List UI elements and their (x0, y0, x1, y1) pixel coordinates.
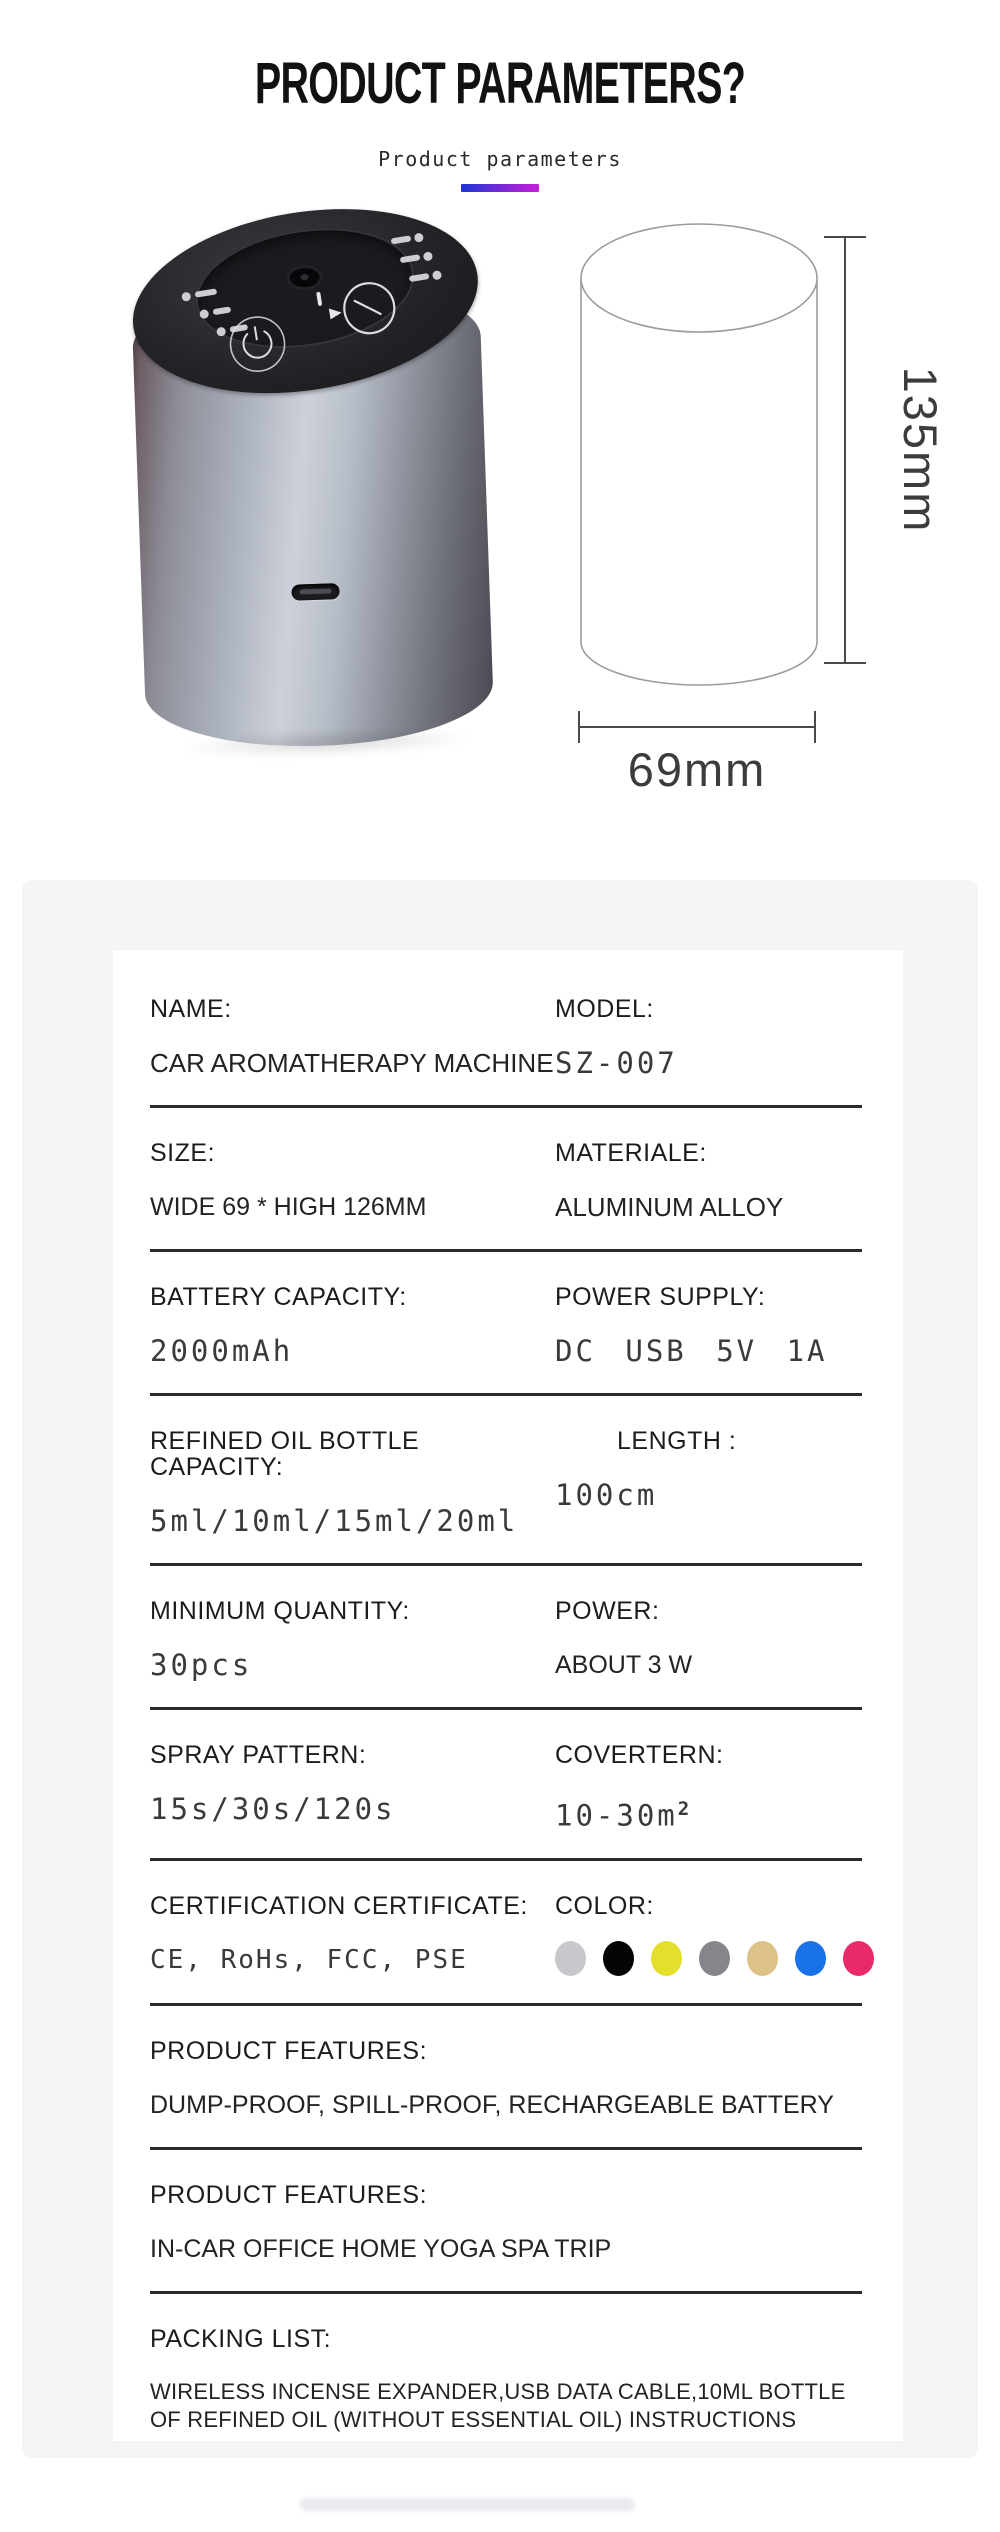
width-label: 69mm (627, 743, 767, 792)
spec-label: SPRAY PATTERN: (150, 1741, 367, 1769)
spec-label: REFINED OIL BOTTLE CAPACITY: (150, 1427, 420, 1481)
timer-icon (341, 280, 398, 337)
dimension-diagram (552, 200, 964, 792)
spec-value: DC USB 5V 1A (555, 1334, 828, 1368)
power-icon (227, 313, 289, 375)
spec-row-name-model (150, 964, 903, 1078)
spec-label: POWER SUPPLY: (555, 1283, 766, 1311)
spec-value: CAR AROMATHERAPY MACHINE (150, 1048, 554, 1078)
spec-row-size-material (150, 1108, 903, 1222)
bottom-shadow-bar (300, 2498, 635, 2511)
product-hero (0, 172, 1000, 880)
spec-value: 2000mAh (150, 1334, 294, 1368)
width-dimension (579, 711, 815, 792)
spec-row-features-2 (150, 2150, 903, 2264)
spec-row-bottle-length (150, 1396, 903, 1536)
spec-row-battery-power (150, 1252, 903, 1366)
pointer-marker (316, 289, 342, 321)
height-label: 135mm (894, 366, 947, 534)
spec-value: SZ-007 (555, 1046, 678, 1080)
spec-value: DUMP-PROOF, SPILL-PROOF, RECHARGEABLE BATTERY (150, 2090, 834, 2119)
spec-value: 5ml/10ml/15ml/20ml (150, 1504, 519, 1538)
spec-label: SIZE: (150, 1139, 216, 1167)
spec-row-spray-coverage (150, 1710, 903, 1831)
header (0, 0, 1000, 172)
spec-label: PACKING LIST: (150, 2324, 332, 2353)
spec-value: $10-30m^2$ (555, 1798, 693, 1833)
spec-label: CERTIFICATION CERTIFICATE: (150, 1891, 528, 1920)
cylinder-bottom-outline (581, 642, 817, 685)
page-title: PRODUCT PARAMETERS? (254, 51, 746, 116)
cylinder-top-outline (581, 224, 817, 332)
spec-row-packing-list (150, 2294, 903, 2434)
color-swatches (555, 1941, 903, 1976)
spec-value: IN-CAR OFFICE HOME YOGA SPA TRIP (150, 2234, 612, 2263)
diffuser-device (128, 206, 495, 774)
color-swatch (795, 1941, 826, 1976)
spec-value: ABOUT 3 W (555, 1651, 693, 1679)
color-swatch (603, 1941, 634, 1976)
superscript: 2 (677, 1798, 693, 1820)
color-swatch (699, 1941, 730, 1976)
spec-label: MATERIALE: (555, 1139, 707, 1167)
spec-value: 100cm (555, 1478, 658, 1512)
spec-row-certification-color (150, 1861, 903, 1976)
spec-panel (22, 880, 978, 2458)
spec-label: POWER: (555, 1597, 660, 1625)
spec-row-quantity-power (150, 1566, 903, 1680)
color-swatch (747, 1941, 778, 1976)
spec-label: NAME: (150, 995, 232, 1023)
color-swatch (843, 1941, 874, 1976)
spec-label: MODEL: (555, 995, 654, 1023)
spec-label: COVERTERN: (555, 1741, 724, 1769)
spec-value: WIRELESS INCENSE EXPANDER,USB DATA CABLE,10ML BOTTLE OF REFINED OIL (WITHOUT ESSENTIAL OIL) INSTRUCTIONS (150, 2378, 846, 2432)
color-swatch (651, 1941, 682, 1976)
spec-label: PRODUCT FEATURES: (150, 2036, 428, 2065)
spec-value: WIDE 69 * HIGH 126MM (150, 1193, 427, 1221)
spec-value: 15s/30s/120s (150, 1792, 396, 1826)
spec-value: 30pcs (150, 1648, 253, 1682)
page-subtitle: Product parameters (378, 147, 622, 171)
product-photo (122, 178, 552, 798)
height-dimension (824, 237, 947, 663)
spec-row-features-1 (150, 2006, 903, 2120)
spec-label: MINIMUM QUANTITY: (150, 1597, 410, 1625)
led-markers (391, 231, 443, 286)
spec-value: CE, RoHs, FCC, PSE (150, 1944, 468, 1975)
spec-label: COLOR: (555, 1891, 654, 1920)
spec-value: ALUMINUM ALLOY (555, 1192, 784, 1222)
led-markers (181, 283, 248, 341)
spec-label: LENGTH : (617, 1427, 737, 1455)
usb-port-icon (291, 583, 340, 601)
spec-label: PRODUCT FEATURES: (150, 2180, 428, 2209)
spec-card (113, 950, 903, 2441)
color-swatch (555, 1941, 586, 1976)
spec-label: BATTERY CAPACITY: (150, 1283, 407, 1311)
